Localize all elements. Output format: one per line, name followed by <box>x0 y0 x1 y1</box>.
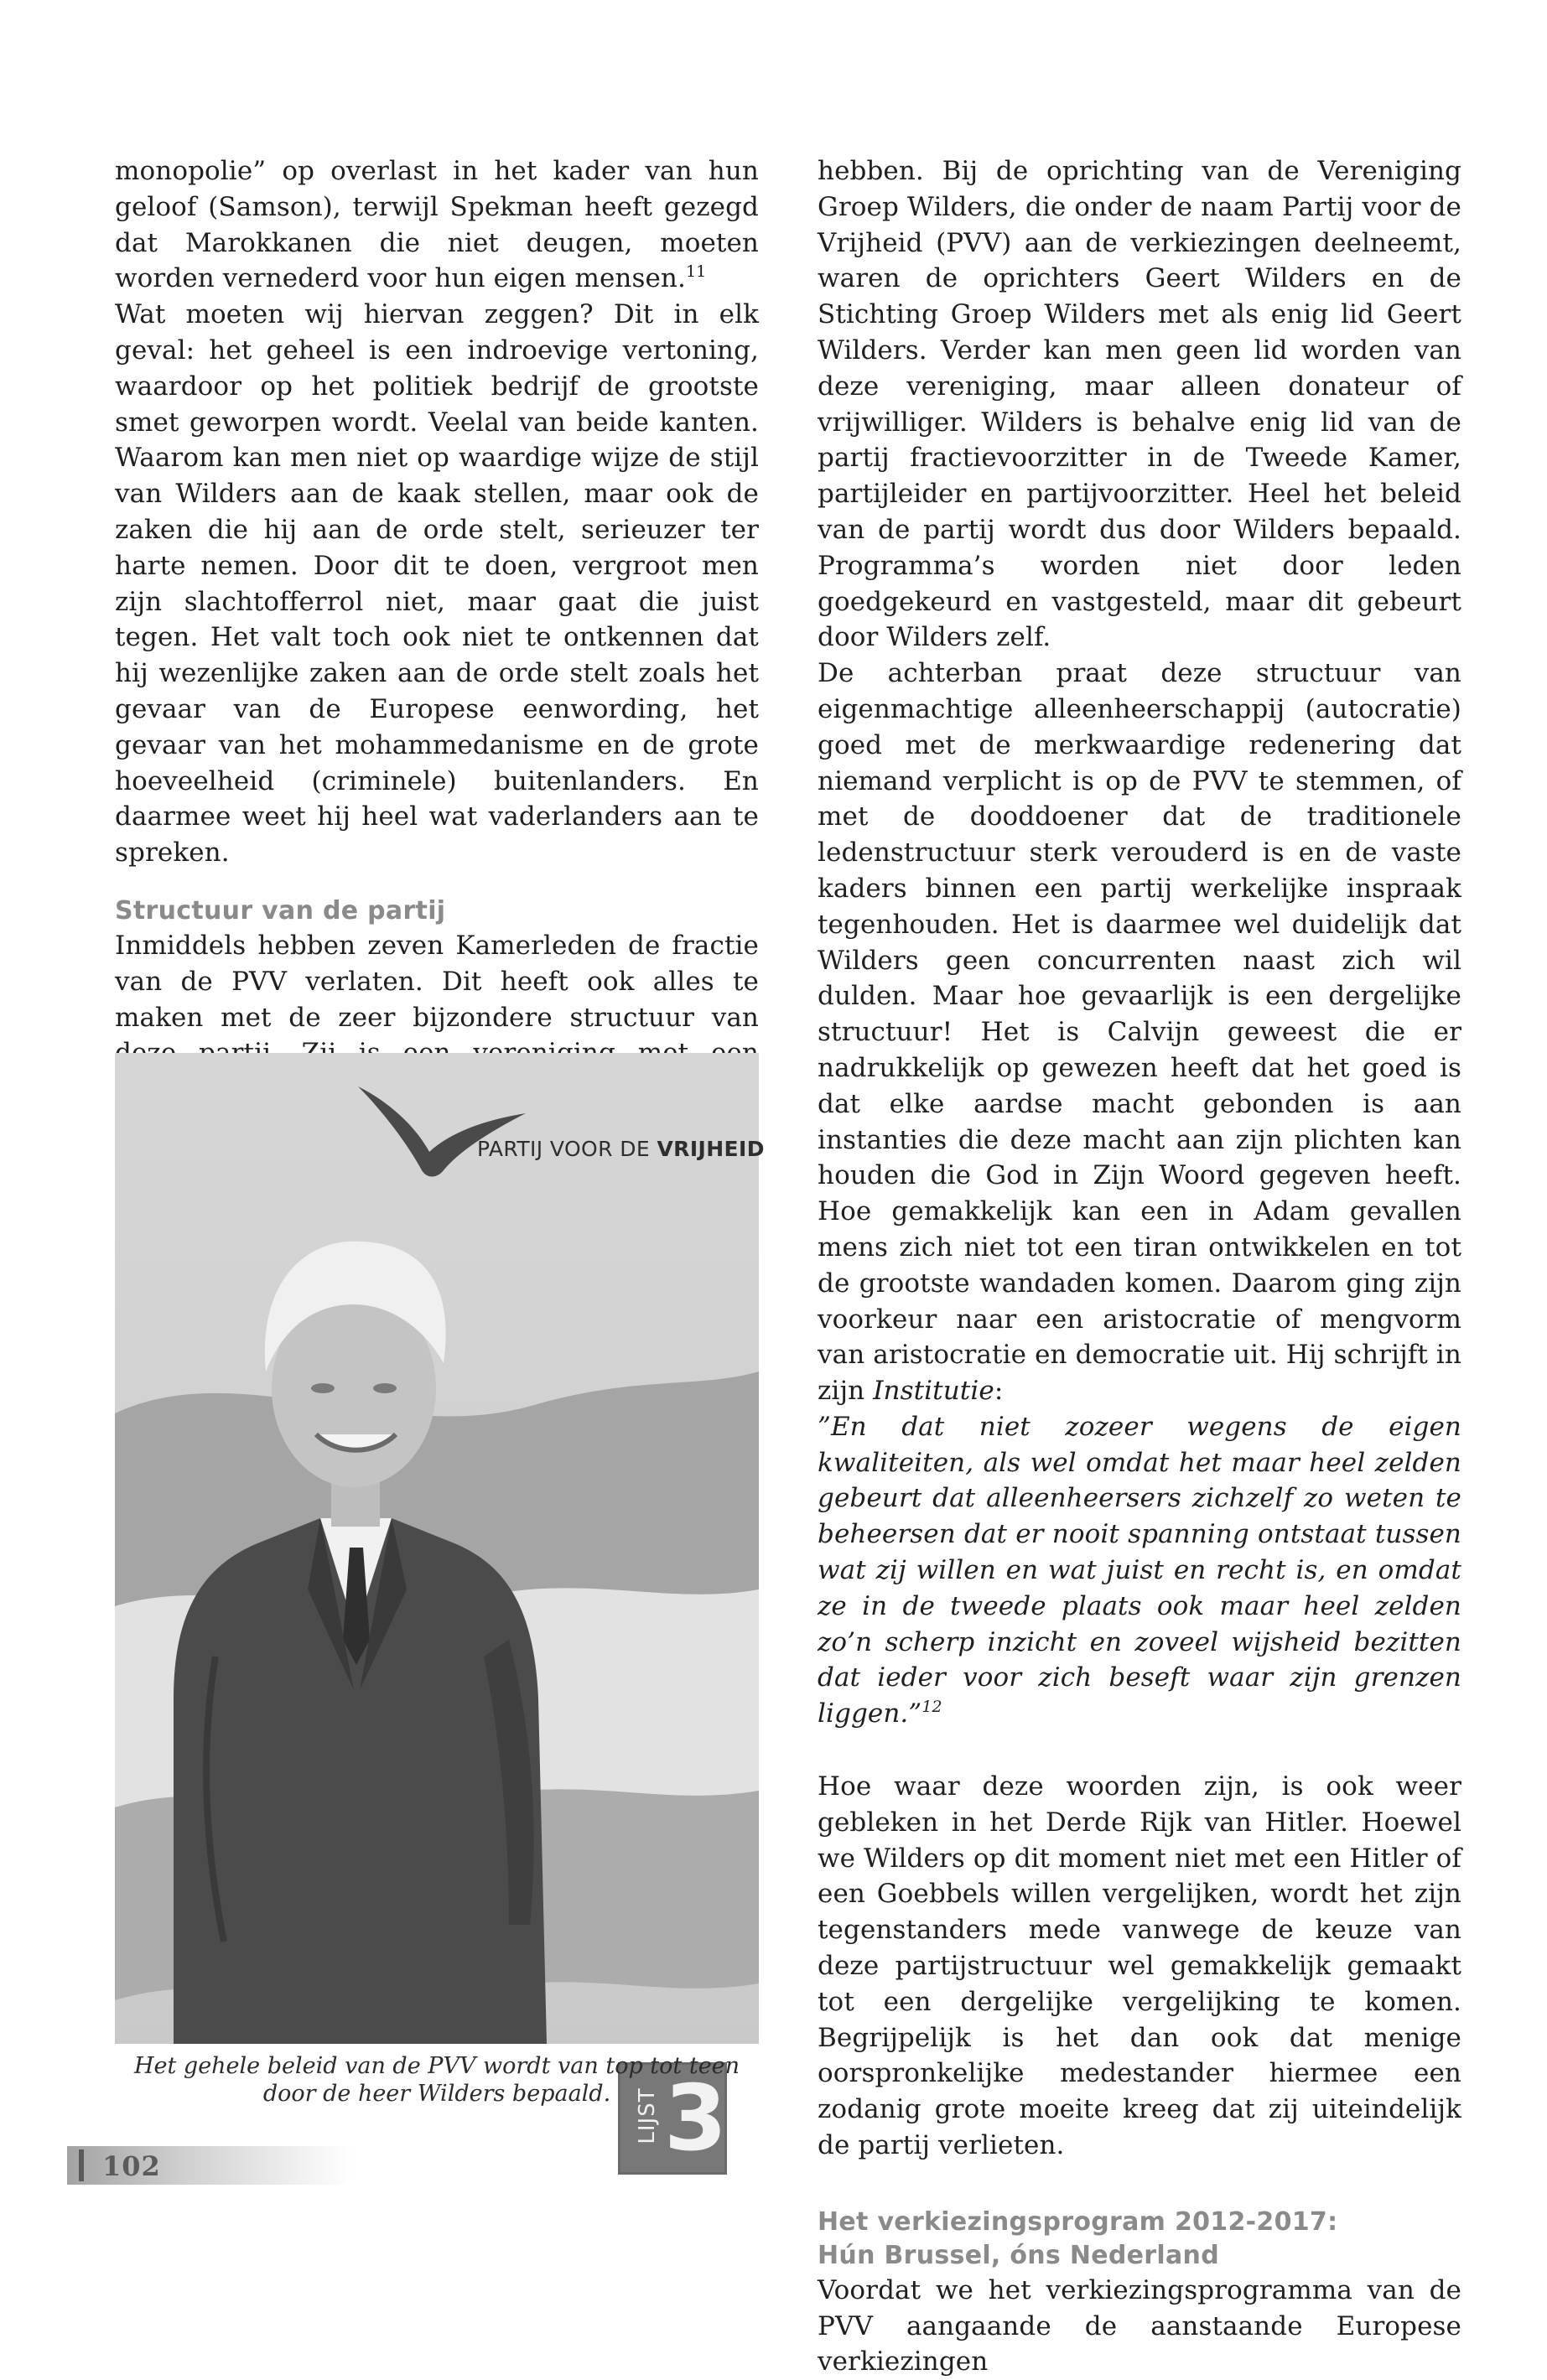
poster-illustration <box>115 1053 759 2044</box>
quote-text: ”En dat niet zozeer wegens de eigen kwaliteiten, als wel omdat het maar heel zelden gebeurt dat alleenheersers zichzelf zo weten te beheersen dat er nooit spanning ontstaat tussen wat zij willen en wat juist en recht is, en omdat ze in de tweede plaats ook maar heel zelden zo’n scherp inzicht en zoveel wijsheid bezitten dat ieder voor zich beseft waar zijn grenzen liggen.” <box>818 1411 1461 1729</box>
page-number: 102 <box>102 2150 161 2182</box>
footnote-ref-12: 12 <box>921 1698 942 1717</box>
left-paragraph-1-text: monopolie” op overlast in het kader van hun geloof (Samson), terwijl Spekman heeft gezegd dat Marokkanen die niet deugen, moeten worden vernederd voor hun eigen mensen. <box>115 156 759 294</box>
poster-party-bold: VRIJHEID <box>657 1137 765 1161</box>
book-title-institutie: Institutie <box>873 1376 994 1407</box>
right-text-column <box>818 153 1461 2380</box>
section-heading-structuur: Structuur van de partij <box>115 895 446 926</box>
heading-line-1: Het verkiezingsprogram 2012-2017: <box>818 2206 1338 2237</box>
right-paragraph-2 <box>818 656 1461 1409</box>
figure-caption: Het gehele beleid van de PVV wordt van top tot teen door de heer Wilders bepaald. <box>133 2053 740 2107</box>
left-paragraph-1 <box>115 153 759 297</box>
poster-party-prefix: PARTIJ VOOR DE <box>477 1137 657 1161</box>
page-number-strip <box>67 2146 352 2185</box>
heading-line-2: Hún Brussel, óns Nederland <box>818 2240 1219 2270</box>
right-paragraph-3: Hoe waar deze woorden zijn, is ook weer gebleken in het Derde Rijk van Hitler. Hoewel we Wilders op dit moment niet met een Hitler of een Goebbels willen vergelijken, wordt het zijn tegenstanders mede vanwege de keuze van deze partijstructuur wel gemakkelijk gemaakt tot een dergelijke vergelijking te komen. Begrijpelijk is het dan ook dat menige oorspronkelijke medestander hiermee een zodanig grote moeite kreeg dat zij uiteindelijk de partij verlieten. <box>818 1771 1461 2161</box>
right-paragraph-1: hebben. Bij de oprichting van de Vereniging Groep Wilders, die onder de naam Partij voor de Vrijheid (PVV) aan de verkiezingen deelneemt, waren de oprichters Geert Wilders en de Stichting Groep Wilders met als enig lid Geert Wilders. Verder kan men geen lid worden van deze vereniging, maar alleen donateur of vrijwilliger. Wilders is behalve enig lid van de partij fractievoorzitter in de Tweede Kamer, partijleider en partijvoorzitter. Heel het beleid van de partij wordt dus door Wilders bepaald. Programma’s worden niet door leden goedgekeurd en vastgesteld, maar dit gebeurt door Wilders zelf. <box>818 156 1461 653</box>
left-text-column <box>115 153 759 1143</box>
right-paragraph-4: Voordat we het verkiezingsprogramma van de PVV aangaande de aanstaande Europese verkiezingen <box>818 2274 1461 2377</box>
page-strip-marker <box>79 2149 84 2181</box>
lijst-number: 3 <box>664 2066 728 2171</box>
lijst-label: LIJST <box>635 2087 660 2144</box>
section-heading-verkiezingsprogram <box>818 2206 1461 2273</box>
right-paragraph-2-colon: : <box>994 1376 1004 1407</box>
block-quote <box>818 1409 1461 1732</box>
poster-party-name <box>477 1137 765 1161</box>
right-paragraph-2-text: De achterban praat deze structuur van eigenmachtige alleenheerschappij (autocratie) goed met de merkwaardige redenering dat niemand verplicht is op de PVV te stemmen, of met de dooddoener dat de traditionele ledenstructuur sterk verouderd is en de vaste kaders binnen een partij werkelijke inspraak tegenhouden. Het is daarmee wel duidelijk dat Wilders geen concurrenten naast zich wil dulden. Maar hoe gevaarlijk is een dergelijke structuur! Het is Calvijn geweest die er nadrukkelijk op gewezen heeft dat het goed is dat elke aardse macht gebonden is aan instanties die deze macht aan zijn plichten kan houden die God in Zijn Woord gegeven heeft. Hoe gemakkelijk kan een in Adam gevallen mens zich niet tot een tiran ontwikkelen en tot de grootste wandaden komen. Daarom ging zijn voorkeur naar een aristocratie of mengvorm van aristocratie en democratie uit. Hij schrijft in zijn <box>818 658 1461 1407</box>
footnote-ref-11: 11 <box>685 262 707 282</box>
left-paragraph-2: Wat moeten wij hiervan zeggen? Dit in elk geval: het geheel is een indroevige vertoning, waardoor op het politiek bedrijf de grootste smet geworpen wordt. Veelal van beide kanten. Waarom kan men niet op waardige wijze de stijl van Wilders aan de kaak stellen, maar ook de zaken die hij aan de orde stelt, serieuzer ter harte nemen. Door dit te doen, vergroot men zijn slachtofferrol niet, maar gaat die juist tegen. Het valt toch ook niet te ontkennen dat hij wezenlijke zaken aan de orde stelt zoals het gevaar van de Europese eenwording, het gevaar van het mohammedanisme en de grote hoeveelheid (criminele) buitenlanders. En daarmee weet hij heel wat vaderlanders aan te spreken. <box>115 299 759 869</box>
left-paragraph-3: Inmiddels hebben zeven Kamerleden de fractie van de PVV verlaten. Dit heeft ook alles te maken met de zeer bijzondere structuur van <box>115 930 759 1033</box>
